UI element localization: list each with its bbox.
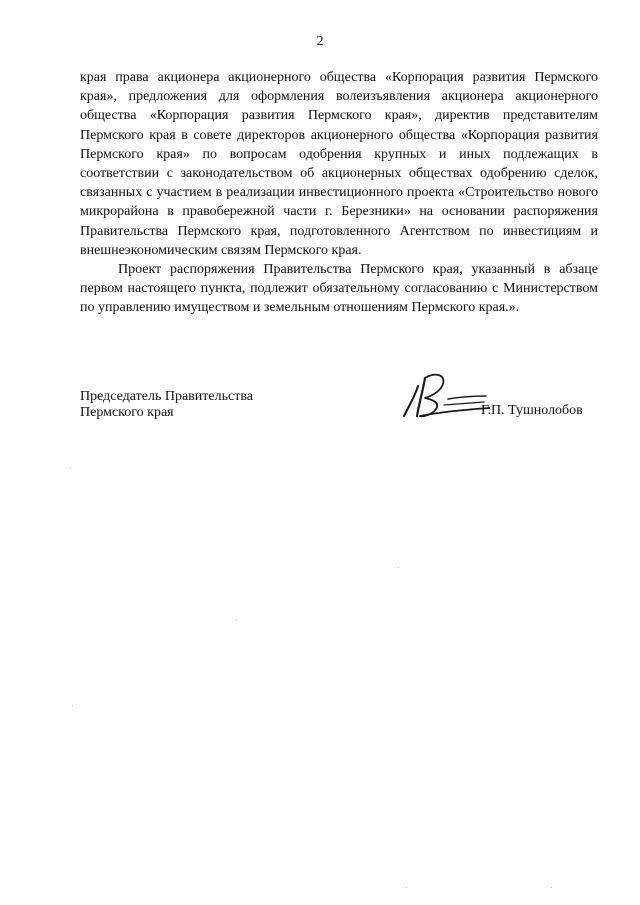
scan-speck bbox=[398, 567, 399, 568]
handwritten-signature-icon bbox=[398, 366, 490, 424]
scan-speck bbox=[70, 467, 71, 468]
signatory-title bbox=[80, 389, 253, 421]
scan-speck bbox=[236, 619, 237, 620]
paragraph-continuation: края права акционера акционерного общества «Корпорация развития Пермского края», предложения для оформления волеизъявления акционера акционерного общества «Корпорация развития Пермского края», директив представителям Пермского края в совете директоров акционерного общества «Корпорация развития Пермского края» по вопросам одобрения крупных и иных подлежащих в соответствии с законодательством об акционерных обществах одобрению сделок, связанных с участием в реализации инвестиционного проекта «Строительство нового микрорайона в правобережной части г. Березники» на основании распоряжения Правительства Пермского края, подготовленного Агентством по инвестициям и внешнеэкономическим связям Пермского края. bbox=[80, 70, 598, 258]
scan-speck bbox=[72, 705, 73, 706]
paragraph-indented: Проект распоряжения Правительства Пермского края, указанный в абзаце первом настоящего пункта, подлежит обязательному согласованию с Министерством по управлению имуществом и земельным отношениям Пермского края.». bbox=[80, 262, 598, 316]
signatory-title-line2: Пермского края bbox=[80, 405, 174, 420]
scan-speck bbox=[551, 887, 552, 888]
signatory-title-line1: Председатель Правительства bbox=[80, 389, 253, 404]
signatory-name: Г.П. Тушнолобов bbox=[481, 403, 583, 418]
scan-speck bbox=[406, 887, 407, 888]
body-text bbox=[80, 68, 598, 318]
page-number: 2 bbox=[316, 34, 324, 49]
